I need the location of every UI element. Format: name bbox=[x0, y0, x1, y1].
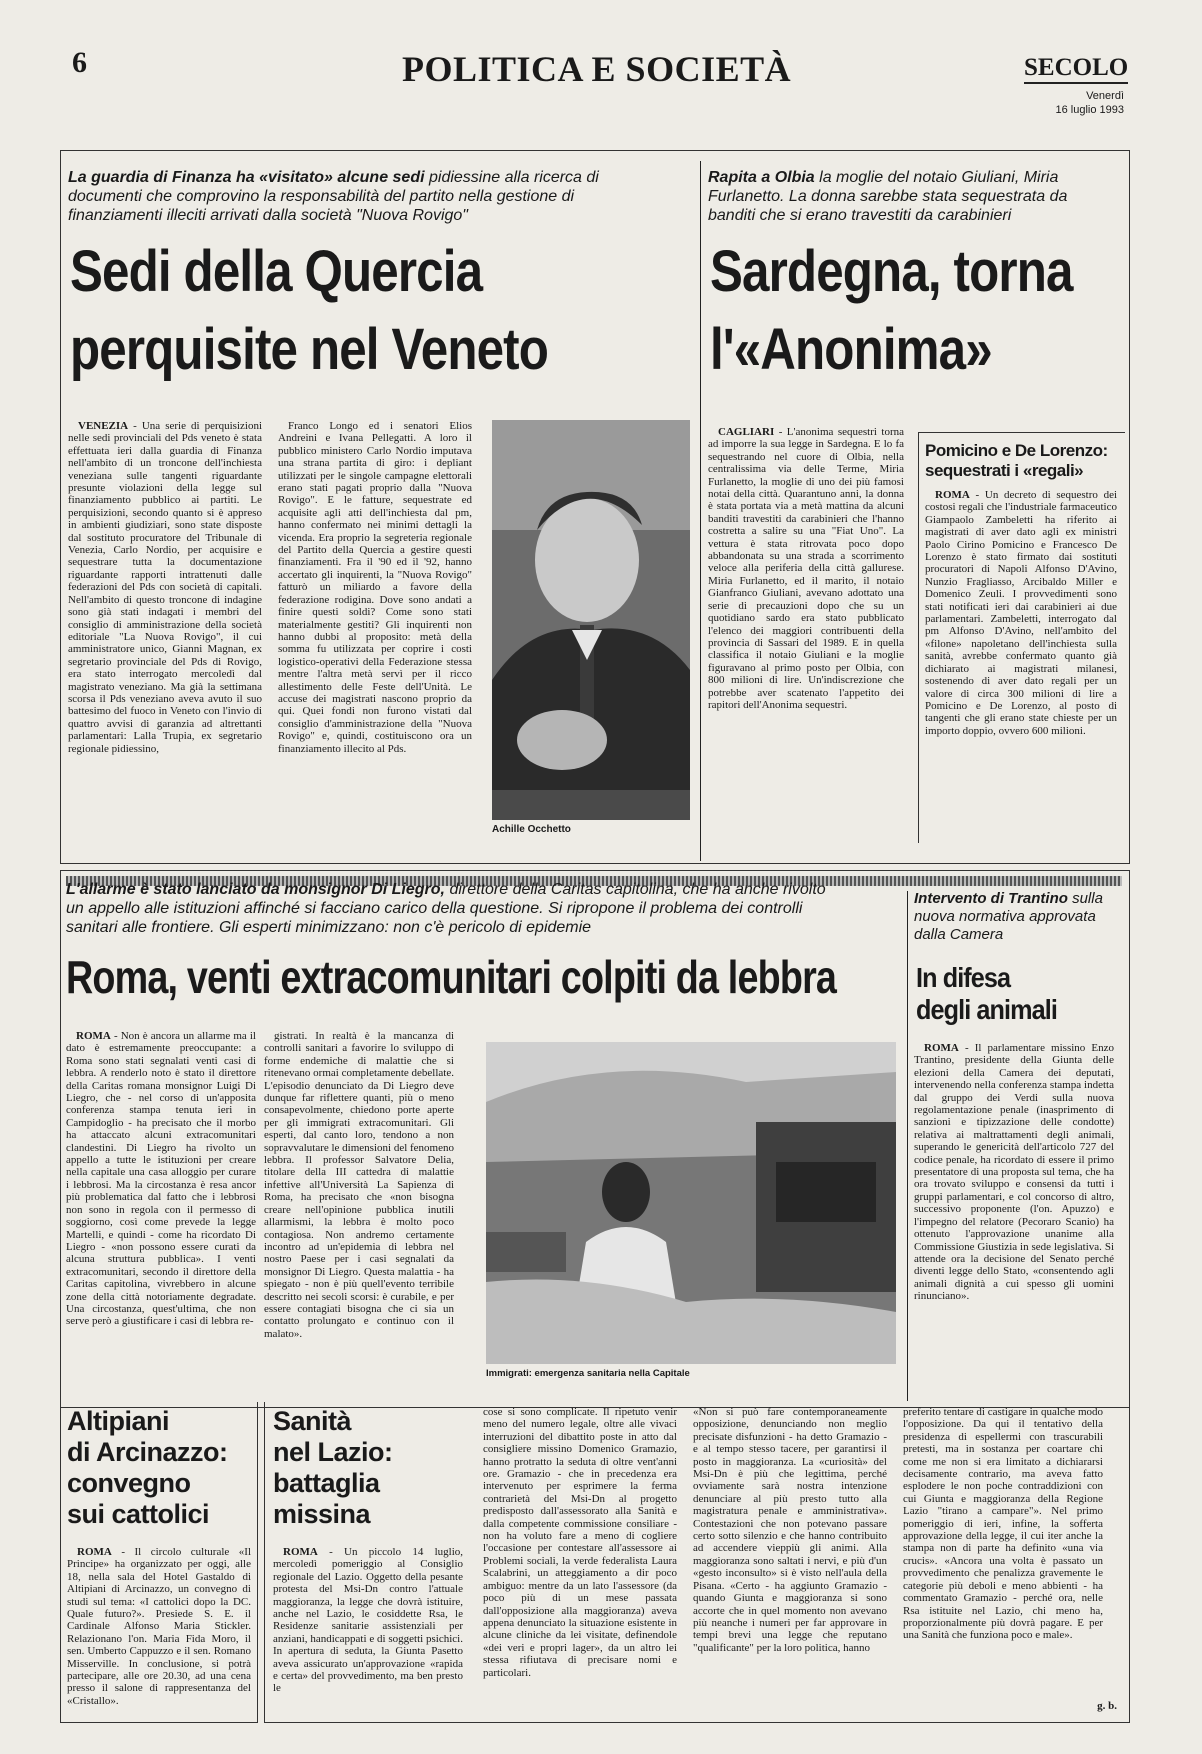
kicker-text: sulla nuova normativa approvata dalla Camera bbox=[914, 890, 1103, 943]
dateline: ROMA bbox=[77, 1546, 112, 1558]
article-sanita-lazio bbox=[264, 1402, 1130, 1723]
page-number: 6 bbox=[72, 46, 87, 79]
article-column bbox=[708, 426, 904, 838]
article-body: - Non è ancora un allarme ma il dato è estremamente preoccupante: a Roma sono stati segnalati venti casi di lebbra. A renderlo noto è stato il direttore della Caritas romana monsignor Luigi Di Liegro, che - nel corso di un'apposita conferenza stampa tenuta ieri in Campidoglio - ha precisato che il morbo ha attaccato alcuni extracomunitari clandestini. Di Liegro ha rivolto un appello a tutte le istituzioni per creare nella capitale una casa alloggio per curare i lebbrosi. Ma la circostanza è resa ancor più problematica dal fatto che i lebbrosi non sono in regola con il permesso di soggiorno, così come prevede la legge Martelli, e quindi - come ha ricordato Di Liegro - «non possono essere curati da alcuna struttura pubblica». I venti extracomunitari, secondo il direttore della Caritas capitolina, vivrebbero in alcune zone della città notoriamente degradate. Una circostanza, quest'ultima, che non serve però a giustificare i casi di lebbra re- bbox=[66, 1030, 256, 1328]
headline-line-1: Sanità bbox=[273, 1406, 352, 1436]
photo-immigrati bbox=[486, 1042, 896, 1379]
kicker-bold: Rapita a Olbia bbox=[708, 169, 815, 186]
article-body: - Una serie di perquisizioni nelle sedi provinciali del Pds veneto è stata effettuata ieri dalla guardia di Finanza nell'ambito di un troncone dell'inchiesta veneziana sulle tangenti riguardante presunte violazioni della legge sul finanziamento pubblico ai partiti. Le perquisizioni, secondo quanto si è appreso in ambienti giudiziari, sono state disposte dal sostituto procuratore del Tribunale di Venezia, Carlo Nordio, per acquisire e sequestrare tutta la documentazione riguardante rapporti intrattenuti dalle federazioni del Pds con società di capitali. Nell'ambito di questo troncone di indagine sono già stati indagati i membri del consiglio di amministrazione della società editoriale "La Nuova Rovigo", il cui amministratore unico, Gianni Magnan, ex segretario provinciale del Pds di Rovigo, era stato interrogato mercoledì dal magistrato veneziano. Ma già la settimana scorsa il Pds veneziano aveva avuto il suo battesimo del fuoco in Veneto con l'invio di quattro avvisi di garanzia ad altrettanti parlamentari: Lalla Trupia, ex segretario regionale pidiessino, bbox=[68, 420, 262, 755]
article-arcinazzo bbox=[60, 1402, 258, 1723]
headline-line-2: degli animali bbox=[916, 994, 1057, 1025]
dateline: ROMA bbox=[76, 1030, 111, 1042]
headline-line-1: Pomicino e De Lorenzo: bbox=[925, 441, 1108, 460]
article-kicker bbox=[66, 880, 846, 937]
headline-line-1: Sedi della Quercia bbox=[70, 239, 483, 304]
headline-line-1: Sardegna, torna bbox=[710, 239, 1073, 304]
article-body: - Un piccolo 14 luglio, mercoledì pomeriggio al Consiglio regionale del Lazio. Oggetto della pesante protesta del Msi-Dn contro l'attuale maggioranza, la legge che dovrà istituire, anche nel Lazio, le cosiddette Rsa, le Residenze sanitarie assistenziali per anziani, handicappati e di soggetti psichici. In apertura di seduta, la Giunta Pasetto aveva assicurato un'approvazione «rapida e certa» del provvedimento, ma ben presto le bbox=[273, 1546, 463, 1695]
article-column-1 bbox=[66, 1030, 256, 1378]
article-body: - Il parlamentare missino Enzo Trantino, presidente della Giunta delle elezioni della Camera dei deputati, intervenendo nella conferenza stampa indetta dal gruppo dei Verdi sulla nuova regolamentazione penale (inasprimento di sanzioni e tipizzazione delle condotte) relativa ai maltrattamenti degli animali, superando le genericità dell'articolo 727 del codice penale, ha ricordato di essere il primo presentatore di una proposta sul tema, che ha ora trovato sviluppo e consensi da tutti i gruppi parlamentari, e col concorso di altro, successivo proponente (l'on. Apuzzo) e l'impegno del relatore (Pecoraro Scanio) ha ottenuto l'approvazione unanime alla Commissione Giustizia in sede legislativa. Si attende ora la decisione del Senato perché diventi legge dello Stato, «consentendo agli animali dignità a cui spesso gli uomini rinunciano». bbox=[914, 1042, 1114, 1303]
article-kicker bbox=[68, 168, 658, 225]
article-kicker bbox=[708, 168, 1108, 225]
article-kicker bbox=[914, 890, 1114, 944]
masthead bbox=[62, 34, 1129, 124]
headline: Roma, venti extracomunitari colpiti da lebbra bbox=[66, 951, 837, 1003]
dateline: VENEZIA bbox=[78, 420, 129, 432]
kicker-text: la moglie del notaio Giuliani, Miria Furlanetto. La donna sarebbe stata sequestrata da banditi che si erano travestiti da carabinieri bbox=[708, 169, 1068, 224]
kicker-text: direttore della Caritas capitolina, che ha anche rivolto un appello alle istituzioni affinché si facciano carico della questione. Si ripropone il problema dei controlli sanitari alle frontiere. Gli esperti minimizzano: non c'è pericolo di epidemie bbox=[66, 881, 826, 936]
headline-line-2: perquisite nel Veneto bbox=[70, 317, 549, 382]
dateline: ROMA bbox=[924, 1042, 959, 1054]
author-signature: g. b. bbox=[1097, 1700, 1117, 1712]
headline-line-1: Altipiani bbox=[67, 1406, 169, 1436]
article-column-4 bbox=[903, 1406, 1103, 1698]
column-divider bbox=[700, 161, 701, 861]
article-sardegna bbox=[708, 168, 1120, 848]
masthead-date: 16 luglio 1993 bbox=[1055, 104, 1124, 116]
article-body: cose si sono complicate. Il ripetuto venir meno del numero legale, oltre alle vivaci interruzioni del dibattito poste in atto dal consigliere missino Domenico Gramazio, hanno protratto la seduta di oltre vent'anni ore. Gramazio - che in precedenza era intervenuto per esprimere la ferma contrarietà del Msi-Dn al progetto predisposto dall'assessorato alla Sanità e dalla competente commissione consiliare - non ha voluto fare a meno di cogliere l'occasione per contestare all'assessore ai Problemi sociali, la verde federalista Laura Scalabrini, un atteggiamento a dir poco ambiguo: mentre da un lato l'assessore (da poco più di un mese passata dall'opposizione alla maggioranza) aveva appena denunciato la situazione esistente in alcune cliniche da lei visitate, definendole «dei veri e propri lager», da un altro lei stessa rifiutava di precisare nomi e particolari. bbox=[483, 1406, 677, 1679]
article-column-2 bbox=[483, 1406, 677, 1716]
article-body: - Il circolo culturale «Il Principe» ha organizzato per oggi, alle 18, nella sala del Hotel Gastaldo di Altipiani di Arcinazzo, un convegno di studi sul tema: «I cattolici dopo la DC. Quale futuro?». Presiede S. E. il Cardinale Alfonso Maria Stickler. Relazionano l'on. Maria Fida Moro, il sen. Umberto Cappuzzo e il sen. Romano Misserville. In conclusione, si potrà partecipare, alle ore 20.30, ad una cena presso il salone di rappresentanza del «Cristallo». bbox=[67, 1546, 251, 1707]
article-column-1 bbox=[68, 420, 262, 840]
article-pomicino bbox=[918, 432, 1125, 843]
kicker-text: pidiessine alla ricerca di documenti che comprovino la responsabilità del partito nella gestione di finanziamenti illeciti arrivati dalla società "Nuova Rovigo" bbox=[68, 169, 599, 224]
article-body: Franco Longo ed i senatori Elios Andreini e Ivana Pellegatti. A loro il pubblico ministero Carlo Nordio imputava una strana partita di giro: i depliant utilizzati per le singole campagne elettorali erano stati pagati proprio dalla "Nuova Rovigo". E le fatture, sequestrate ed acquisite agli atti dell'inchiesta dal pm, hanno confermato nei minimi dettagli la vicenda. Era proprio la segreteria regionale del Partito della Quercia a gestire questi finanziamenti. Fra il '90 ed il '92, hanno accertato gli inquirenti, la "Nuova Rovigo" fatturò un miliardo a favore della federazione rodigina. Dove sono andati a finire questi soldi? Come sono stati materialmente gestiti? Gli inquirenti non hanno dubbi al proposito: metà della somma fu utilizzata per coprire i costi logistico-operativi della Federazione stessa mentre l'altra metà servì per il ricco allestimento delle Feste dell'Unità. Le accuse dei magistrati nascono proprio da qui. Quei fondi non furono vistati dal consiglio d'amministrazione della "Nuova Rovigo" e, quindi, costituiscono ora un finanziamento illecito al Pds. bbox=[278, 420, 472, 755]
article-column-1 bbox=[273, 1546, 463, 1716]
headline bbox=[273, 1406, 393, 1530]
headline-line-2: sequestrati i «regali» bbox=[925, 461, 1084, 480]
article-quercia bbox=[68, 168, 698, 848]
headline-line-3: battaglia bbox=[273, 1468, 380, 1498]
article-column bbox=[914, 1042, 1114, 1392]
headline-line-4: sui cattolici bbox=[67, 1499, 210, 1529]
kicker-bold: L'allarme è stato lanciato da monsignor Di Liegro, bbox=[66, 881, 445, 898]
article-body: preferito tentare di castigare in qualche modo l'opposizione. Da qui il tentativo della presidenza di espellermi con trascurabili pretesti, ma in sostanza per coartare chi come me non si era limitato a dichiararsi decisamente contrario, ma aveva fatto esplodere le non poche contraddizioni con cui Giunta e maggioranza della Regione Lazio "tirano a campare"». Nel primo pomeriggio di ieri, infine, la sofferta approvazione della legge, il cui iter anche la stampa non di parte ha definito «una via crucis». «Ancora una volta è passato un provvedimento che penalizza gravemente le categorie più deboli e meno abbienti - ha commentato Gramazio - perché ora, nelle Rsa istituite nel Lazio, chi meno ha, proporzionalmente più dovrà pagare. E per una Sanità che funziona poco e male». bbox=[903, 1406, 1103, 1642]
article-animali bbox=[914, 890, 1122, 1400]
newspaper-name: SECOLO bbox=[1024, 54, 1128, 84]
article-column-2 bbox=[278, 420, 472, 840]
headline-line-2: nel Lazio: bbox=[273, 1437, 393, 1467]
masthead-day: Venerdì bbox=[1086, 90, 1124, 102]
photo-caption: Achille Occhetto bbox=[492, 824, 571, 835]
article-column-3 bbox=[693, 1406, 887, 1716]
headline-line-4: missina bbox=[273, 1499, 371, 1529]
column-divider bbox=[907, 891, 908, 1401]
article-body-container bbox=[925, 489, 1117, 839]
article-column-2 bbox=[264, 1030, 454, 1378]
photo-occhetto bbox=[492, 420, 690, 835]
article-lebbra bbox=[66, 880, 902, 1400]
headline-line-2: l'«Anonima» bbox=[710, 317, 992, 382]
dateline: ROMA bbox=[283, 1546, 318, 1558]
headline-line-3: convegno bbox=[67, 1468, 191, 1498]
headline-line-2: di Arcinazzo: bbox=[67, 1437, 228, 1467]
article-body: «Non si può fare contemporaneamente opposizione, denunciando non meglio precisate disfunzioni - ha detto Gramazio - e al tempo stesso tacere, per garantirsi il posto in maggioranza. La «curiosità» del Msi-Dn è più che legittima, perché ovviamente sarà nostra intenzione denunciare al più presto tutto alla magistratura penale e amministrativa». Contestazioni che non potevano passare certo sotto silenzio e che hanno contribuito ad accendere vieppiù gli animi. Alla maggioranza sono saltati i nervi, e più d'un «gesto inconsulto» si è visto nell'aula della Pisana. «Certo - ha aggiunto Gramazio - quando Giunta e maggioranza si sono accorte che in quel momento non avevano più neanche i numeri per far approvare in tempi brevi una legge che reputano "qualificante" per la loro politica, hanno bbox=[693, 1406, 887, 1654]
kicker-bold: La guardia di Finanza ha «visitato» alcune sedi bbox=[68, 169, 425, 186]
article-body: - Un decreto di sequestro dei costosi regali che l'industriale farmaceutico Giampaolo Zambeletti ha riferito ai magistrati di aver dato agli ex ministri Paolo Cirino Pomicino e Francesco De Lorenzo è stato firmato dai sostituti procuratori di Napoli Alfonso D'Avino, Nunzio Fragliasso, Arcibaldo Miller e Domenico Zeuli. I provvedimenti sono stati notificati ieri dai carabinieri ai due parlamentari. Zambeletti, interrogato dal pm Alfonso D'Avino, nell'ambito del «filone» napoletano dell'inchiesta sulla sanità, avrebbe confermato quanto già dichiarato ai magistrati milanesi, sostenendo di aver dato regali per un valore di circa 300 milioni di lire a Pomicino e De Lorenzo, al posto di tangenti che gli erano state chieste per un importo doppio, ovvero 600 milioni. bbox=[925, 489, 1117, 737]
article-column bbox=[67, 1546, 251, 1716]
headline-line-1: In difesa bbox=[916, 962, 1011, 993]
article-body: - L'anonima sequestri torna ad imporre la sua legge in Sardegna. E lo fa sequestrando nel cuore di Olbia, nella centralissima via delle Terme, Miria Furlanetto, la moglie di uno dei più famosi notai della città. Quarantuno anni, la donna è stata portata via a metà mattina da alcuni banditi travestiti da carabinieri che l'hanno costretta a salire su una "Fiat Uno". La vettura è stata ritrovata poco dopo abbandonata su una strada a scorrimento veloce alla periferia della città gallurese. Miria Furlanetto, ed il marito, il notaio Gianfranco Giuliani, avevano adottato una serie di precauzioni dopo che su un quotidiano sardo era stato pubblicato l'elenco dei maggiori contribuenti della provincia di Sassari del 1989. E in quella classifica il notaio Giuliani e la moglie figuravano al primo posto per Olbia, con 800 milioni di lire. Un'indiscrezione che potrebbe aver scatenato l'appetito dei rapitori dell'Anonima sequestri. bbox=[708, 426, 904, 711]
section-title: POLITICA E SOCIETÀ bbox=[402, 49, 792, 89]
kicker-bold: Intervento di Trantino bbox=[914, 890, 1068, 907]
headline bbox=[67, 1406, 228, 1530]
dateline: ROMA bbox=[935, 489, 970, 501]
article-body: gistrati. In realtà è la mancanza di controlli sanitari a favorire lo sviluppo di forme endemiche di malattie che si ritenevano ormai completamente debellate. L'episodio denunciato da Di Liegro deve dunque far riflettere quanti, più o meno consapevolmente, chiedono porte aperte per gli immigrati extracomunitari. Gli esperti, dal canto loro, tendono a non sopravvalutare le dimensioni del fenomeno lebbra. Il professor Salvatore Delia, titolare della III cattedra di malattie infettive all'Università La Sapienza di Roma, ha precisato che «non bisogna creare nell'opinione pubblica inutili allarmismi, la lebbra è molto poco contagiosa. Non andremo certamente incontro ad un'epidemia di lebbra nel nostro Paese per i casi segnalati da monsignor Di Liegro. Questa malattia - ha spiegato - non è più quell'evento terribile descritto nei secoli scorsi: è curabile, e per essere contagiati bisogna che ci sia un contatto prolungato e continuo con il malato». bbox=[264, 1030, 454, 1340]
photo-caption: Immigrati: emergenza sanitaria nella Capitale bbox=[486, 1368, 690, 1379]
dateline: CAGLIARI bbox=[718, 426, 775, 438]
